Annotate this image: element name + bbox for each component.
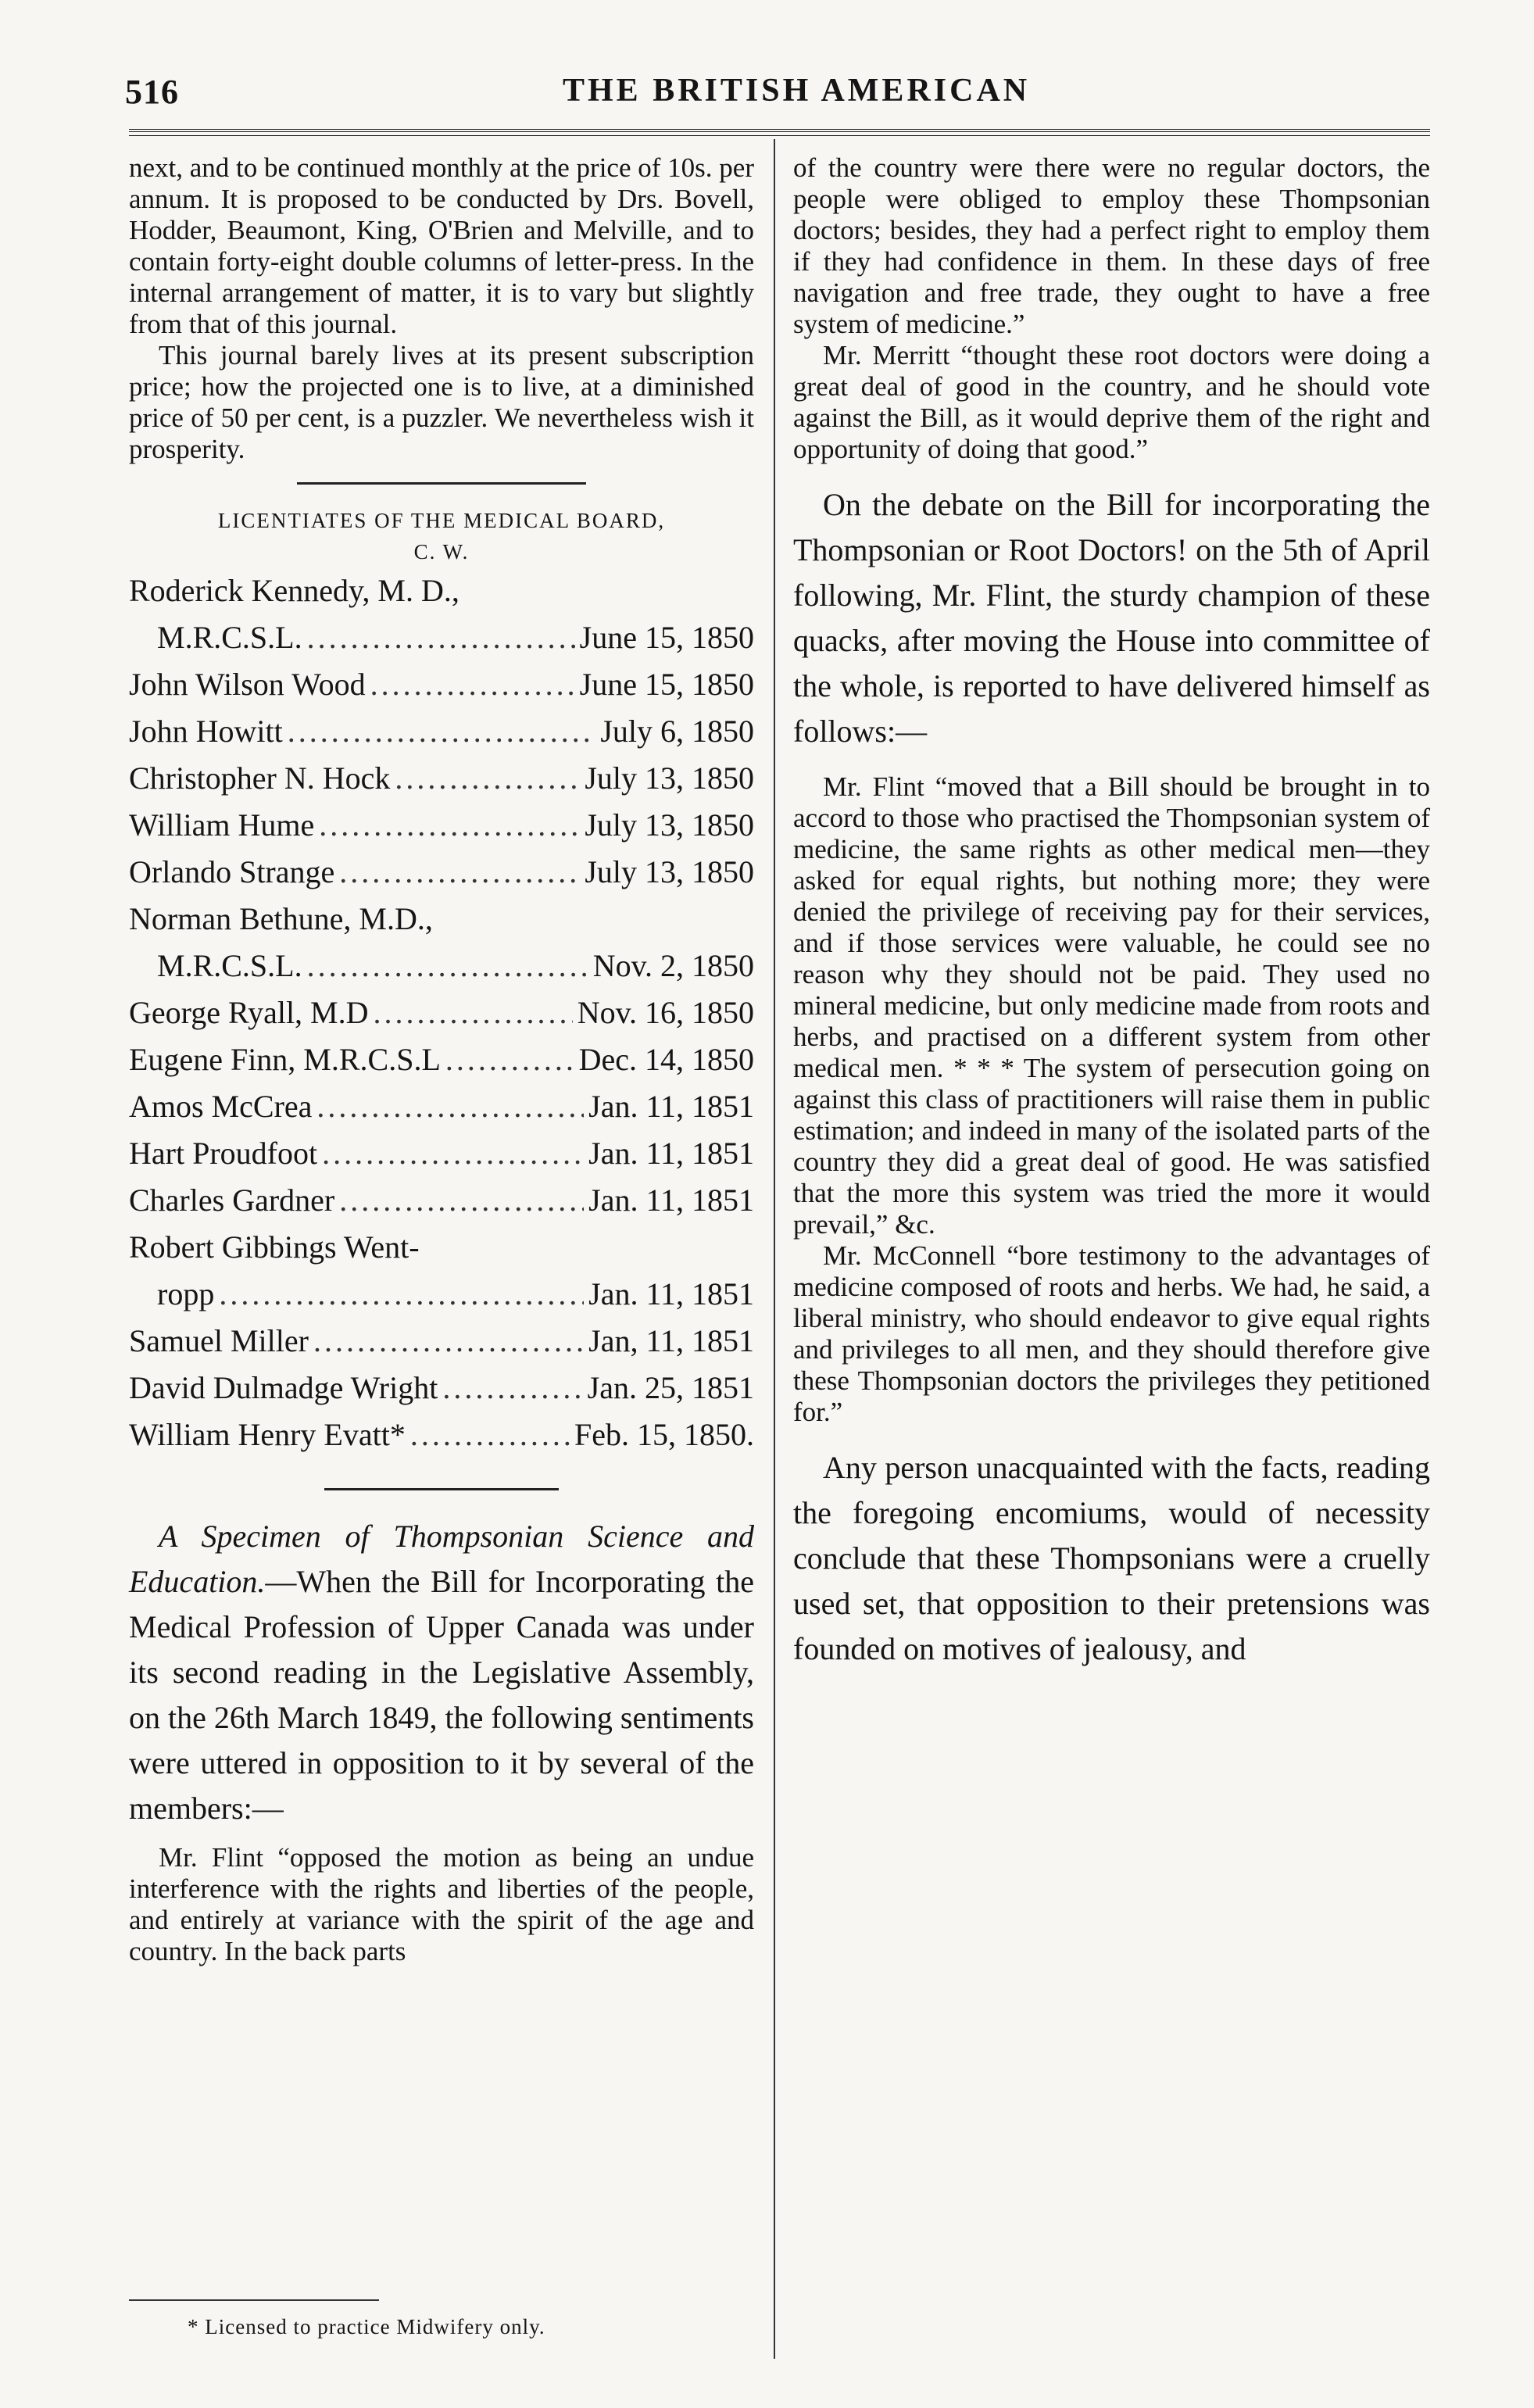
licentiate-row bbox=[129, 849, 754, 896]
leader-dots bbox=[445, 1036, 574, 1083]
licentiate-row bbox=[129, 661, 754, 708]
leader-dots bbox=[374, 989, 573, 1036]
licentiate-date: Jan. 11, 1851 bbox=[588, 1183, 754, 1218]
licentiate-row bbox=[129, 1271, 754, 1318]
leader-dots bbox=[307, 943, 588, 989]
licentiate-date: July 6, 1850 bbox=[600, 714, 754, 749]
licentiates-heading-line2: C. W. bbox=[413, 540, 470, 564]
licentiate-name: Eugene Finn, M.R.C.S.L bbox=[129, 1042, 441, 1077]
left-para-2: This journal barely lives at its present subscription price; how the projected one is to live, at a diminished price of 50 per cent, is a puzzler. We nevertheless wish it prosperity. bbox=[129, 340, 754, 464]
licentiate-row bbox=[129, 1177, 754, 1224]
section-rule bbox=[324, 1488, 559, 1490]
licentiate-date: Nov. 2, 1850 bbox=[592, 948, 754, 983]
specimen-title: A Specimen of Thompsonian Science and Education. bbox=[129, 1519, 754, 1599]
leader-dots bbox=[219, 1271, 584, 1318]
leader-dots bbox=[322, 1130, 584, 1177]
licentiate-row bbox=[129, 1318, 754, 1365]
right-para-4: Mr. Flint “moved that a Bill should be brought in to accord to those who practised the Thompsonian system of medicine, the same rights as other medical men—they asked for equal rights, but nothing more; they were denied the privilege of receiving pay for their services, and if those services were valuable, he could see no reason why they should not be paid. They used no mineral medicine, but only medicine made from roots and herbs, and practised on a different system from other medical men. * * * The system of persecution going on against this class of practitioners will raise them in public estimation; and indeed in many of the isolated parts of the country they did a great deal of good. He was satisfied that the more this system was tried the more it would prevail,” &c. bbox=[793, 771, 1430, 1240]
left-column bbox=[129, 152, 754, 1967]
licentiate-date: July 13, 1850 bbox=[585, 854, 754, 889]
leader-dots bbox=[410, 1412, 570, 1458]
header-rule bbox=[129, 129, 1430, 136]
right-para-1: of the country were there were no regular doctors, the people were obliged to employ these Thompsonian doctors; besides, they had a perfect right to employ them if they had confidence in them. In these days of free navigation and free trade, they ought to have a free system of medicine.” bbox=[793, 152, 1430, 339]
licentiate-name: Norman Bethune, M.D., bbox=[129, 901, 433, 936]
licentiate-date: Jan. 11, 1851 bbox=[588, 1089, 754, 1124]
leader-dots bbox=[395, 755, 580, 802]
licentiate-row bbox=[129, 989, 754, 1036]
licentiate-date: June 15, 1850 bbox=[579, 620, 754, 655]
licentiate-date: July 13, 1850 bbox=[585, 760, 754, 796]
licentiate-row bbox=[129, 1365, 754, 1412]
leader-dots bbox=[442, 1365, 582, 1412]
licentiate-date: Jan. 25, 1851 bbox=[587, 1370, 754, 1405]
section-rule bbox=[297, 482, 586, 485]
licentiate-row bbox=[129, 943, 754, 989]
licentiates-heading-line1: LICENTIATES OF THE MEDICAL BOARD, bbox=[217, 509, 666, 532]
licentiate-name: William Henry Evatt* bbox=[129, 1417, 406, 1452]
leader-dots bbox=[288, 708, 596, 755]
licentiate-name: Amos McCrea bbox=[129, 1089, 313, 1124]
right-column bbox=[793, 152, 1430, 1672]
licentiate-row bbox=[129, 1083, 754, 1130]
running-head: THE BRITISH AMERICAN bbox=[563, 73, 1031, 109]
licentiate-date: Jan, 11, 1851 bbox=[588, 1323, 754, 1358]
right-para-5: Mr. McConnell “bore testimony to the advantages of medicine composed of roots and herbs. We had, he said, a liberal ministry, who should endeavor to give equal rights and privileges to all men, and they should therefore give these Thompsonian doctors the privileges they petitioned for.” bbox=[793, 1240, 1430, 1427]
footnote: * Licensed to practice Midwifery only. bbox=[188, 2315, 545, 2338]
licentiate-degree: ropp bbox=[157, 1276, 215, 1311]
leader-dots bbox=[319, 802, 580, 849]
page-header bbox=[125, 72, 1438, 127]
right-para-6: Any person unacquainted with the facts, reading the foregoing encomiums, would of necessity conclude that these Thompsonians were a cruelly used set, that opposition to their pretensions was founded on motives of jealousy, and bbox=[793, 1450, 1430, 1666]
licentiates-list bbox=[129, 567, 754, 1458]
licentiate-date: Nov. 16, 1850 bbox=[577, 995, 754, 1030]
right-para-3: On the debate on the Bill for incorporating the Thompsonian or Root Doctors! on the 5th of April following, Mr. Flint, the sturdy champion of these quacks, after moving the House into committee of the whole, is reported to have delivered himself as follows:— bbox=[793, 487, 1430, 749]
licentiate-name: John Wilson Wood bbox=[129, 667, 366, 702]
licentiate-row bbox=[129, 755, 754, 802]
leader-dots bbox=[370, 661, 575, 708]
licentiate-name: George Ryall, M.D bbox=[129, 995, 369, 1030]
footnote-rule bbox=[129, 2299, 379, 2301]
left-para-1: next, and to be continued monthly at the price of 10s. per annum. It is proposed to be conducted by Drs. Bovell, Hodder, Beaumont, King, O'Brien and Melville, and to contain forty-eight double columns of letter-press. In the internal arrangement of matter, it is to vary but slightly from that of this journal. bbox=[129, 152, 754, 339]
licentiate-name: David Dulmadge Wright bbox=[129, 1370, 438, 1405]
licentiate-date: June 15, 1850 bbox=[579, 667, 754, 702]
licentiate-name: Hart Proudfoot bbox=[129, 1136, 318, 1171]
leader-dots bbox=[339, 849, 580, 896]
right-para-2: Mr. Merritt “thought these root doctors were doing a great deal of good in the country, and he should vote against the Bill, as it would deprive them of the right and opportunity of doing that good.” bbox=[793, 340, 1430, 464]
specimen-paragraph bbox=[129, 1514, 754, 1831]
licentiate-date: Dec. 14, 1850 bbox=[578, 1042, 754, 1077]
licentiate-row bbox=[129, 1130, 754, 1177]
licentiate-degree: M.R.C.S.L. bbox=[157, 620, 302, 655]
licentiate-name: Samuel Miller bbox=[129, 1323, 309, 1358]
licentiate-row bbox=[129, 1036, 754, 1083]
licentiate-date: Jan. 11, 1851 bbox=[588, 1276, 754, 1311]
leader-dots bbox=[316, 1083, 584, 1130]
licentiate-row bbox=[129, 1412, 754, 1458]
licentiate-name: Robert Gibbings Went- bbox=[129, 1229, 420, 1265]
licentiate-name: John Howitt bbox=[129, 714, 283, 749]
specimen-body: —When the Bill for Incorporating the Medical Profession of Upper Canada was under its second reading in the Legislative Assembly, on the 26th March 1849, the following sentiments were uttered in opposition to it by several of the members:— bbox=[129, 1564, 754, 1826]
leader-dots bbox=[339, 1177, 584, 1224]
licentiate-name: Christopher N. Hock bbox=[129, 760, 391, 796]
licentiate-row bbox=[129, 708, 754, 755]
licentiate-date: Jan. 11, 1851 bbox=[588, 1136, 754, 1171]
column-divider bbox=[774, 139, 775, 2359]
leader-dots bbox=[313, 1318, 584, 1365]
licentiate-name: William Hume bbox=[129, 807, 315, 843]
licentiate-name: Orlando Strange bbox=[129, 854, 335, 889]
licentiate-date: Feb. 15, 1850. bbox=[574, 1417, 754, 1452]
flint-quote: Mr. Flint “opposed the motion as being an undue interference with the rights and liberties of the people, and entirely at variance with the spirit of the age and country. In the back parts bbox=[129, 1842, 754, 1966]
licentiate-name: Roderick Kennedy, M. D., bbox=[129, 573, 459, 608]
licentiate-degree: M.R.C.S.L. bbox=[157, 948, 302, 983]
leader-dots bbox=[307, 614, 575, 661]
licentiate-row bbox=[129, 614, 754, 661]
licentiates-heading bbox=[129, 505, 754, 567]
licentiate-row bbox=[129, 802, 754, 849]
licentiate-name: Charles Gardner bbox=[129, 1183, 335, 1218]
licentiate-date: July 13, 1850 bbox=[585, 807, 754, 843]
page-number: 516 bbox=[125, 73, 179, 111]
